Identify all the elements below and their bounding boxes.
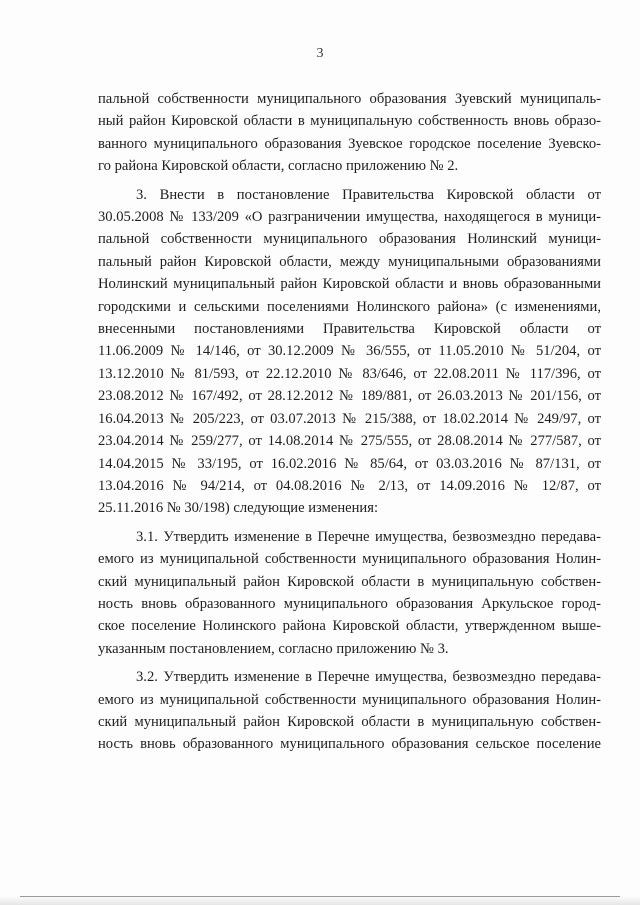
document-body	[98, 88, 601, 756]
text-line: емого из муниципальной собственности муниципального образования Нолин-	[98, 691, 601, 708]
text-line: 3.1. Утвердить изменение в Перечне имущества, безвозмездно передава-	[136, 528, 601, 545]
text-line: ный район Кировской области в муниципальную собственность вновь образо-	[98, 113, 601, 130]
text-line: 3. Внести в постановление Правительства Кировской области от	[136, 186, 601, 203]
text-line: ское поселение Нолинского района Кировской области, утвержденном выше-	[98, 618, 601, 635]
paragraph-item-3	[98, 184, 601, 520]
text-line: 23.08.2012 № 167/492, от 28.12.2012 № 189/881, от 26.03.2013 № 201/156, от	[98, 388, 601, 405]
text-line: ность вновь образованного муниципального образования Аркульское город-	[98, 595, 601, 612]
paragraph-continuation	[98, 88, 601, 178]
paragraph-item-3-1	[98, 526, 601, 660]
text-line: 13.12.2010 № 81/593, от 22.12.2010 № 83/646, от 22.08.2011 № 117/396, от	[98, 365, 601, 382]
text-line: 16.04.2013 № 205/223, от 03.07.2013 № 215/388, от 18.02.2014 № 249/97, от	[98, 410, 601, 427]
paragraph-item-3-2	[98, 666, 601, 756]
text-line: 25.11.2016 № 30/198) следующие изменения:	[98, 500, 378, 517]
text-line: 13.04.2016 № 94/214, от 04.08.2016 № 2/13, от 14.09.2016 № 12/87, от	[98, 477, 601, 494]
text-line: 3.2. Утвердить изменение в Перечне имущества, безвозмездно передава-	[136, 669, 601, 686]
text-line: пальной собственности муниципального образования Зуевский муниципаль-	[98, 91, 601, 107]
text-line: ский муниципальный район Кировской области в муниципальную собствен-	[98, 713, 601, 730]
text-line: внесенными постановлениями Правительства Кировской области от	[98, 321, 601, 338]
text-line: пальной собственности муниципального образования Нолинский муници-	[98, 231, 601, 248]
page-number: 3	[316, 46, 324, 61]
text-line: 30.05.2008 № 133/209 «О разграничении имущества, находящегося в муници-	[98, 209, 601, 226]
text-line: 23.04.2014 № 259/277, от 14.08.2014 № 275/555, от 28.08.2014 № 277/587, от	[98, 433, 601, 450]
text-line: ванного муниципального образования Зуевское городское поселение Зуевско-	[98, 135, 601, 152]
scan-artifact-line	[20, 896, 620, 897]
text-line: го района Кировской области, согласно приложению № 2.	[98, 158, 459, 175]
text-line: ность вновь образованного муниципального образования сельское поселение	[98, 736, 601, 753]
text-line: пальный район Кировской области, между муниципальными образованиями	[98, 253, 601, 270]
text-line: емого из муниципальной собственности муниципального образования Нолин-	[98, 551, 601, 568]
text-line: ский муниципальный район Кировской области в муниципальную собствен-	[98, 573, 601, 590]
text-line: городскими и сельскими поселениями Нолинского района» (с изменениями,	[98, 298, 601, 315]
text-line: 14.04.2015 № 33/195, от 16.02.2016 № 85/64, от 03.03.2016 № 87/131, от	[98, 455, 601, 472]
text-line: 11.06.2009 № 14/146, от 30.12.2009 № 36/555, от 11.05.2010 № 51/204, от	[98, 343, 601, 360]
text-line: указанным постановлением, согласно приложению № 3.	[98, 640, 449, 657]
text-line: Нолинский муниципальный район Кировской области и вновь образованными	[98, 276, 601, 293]
